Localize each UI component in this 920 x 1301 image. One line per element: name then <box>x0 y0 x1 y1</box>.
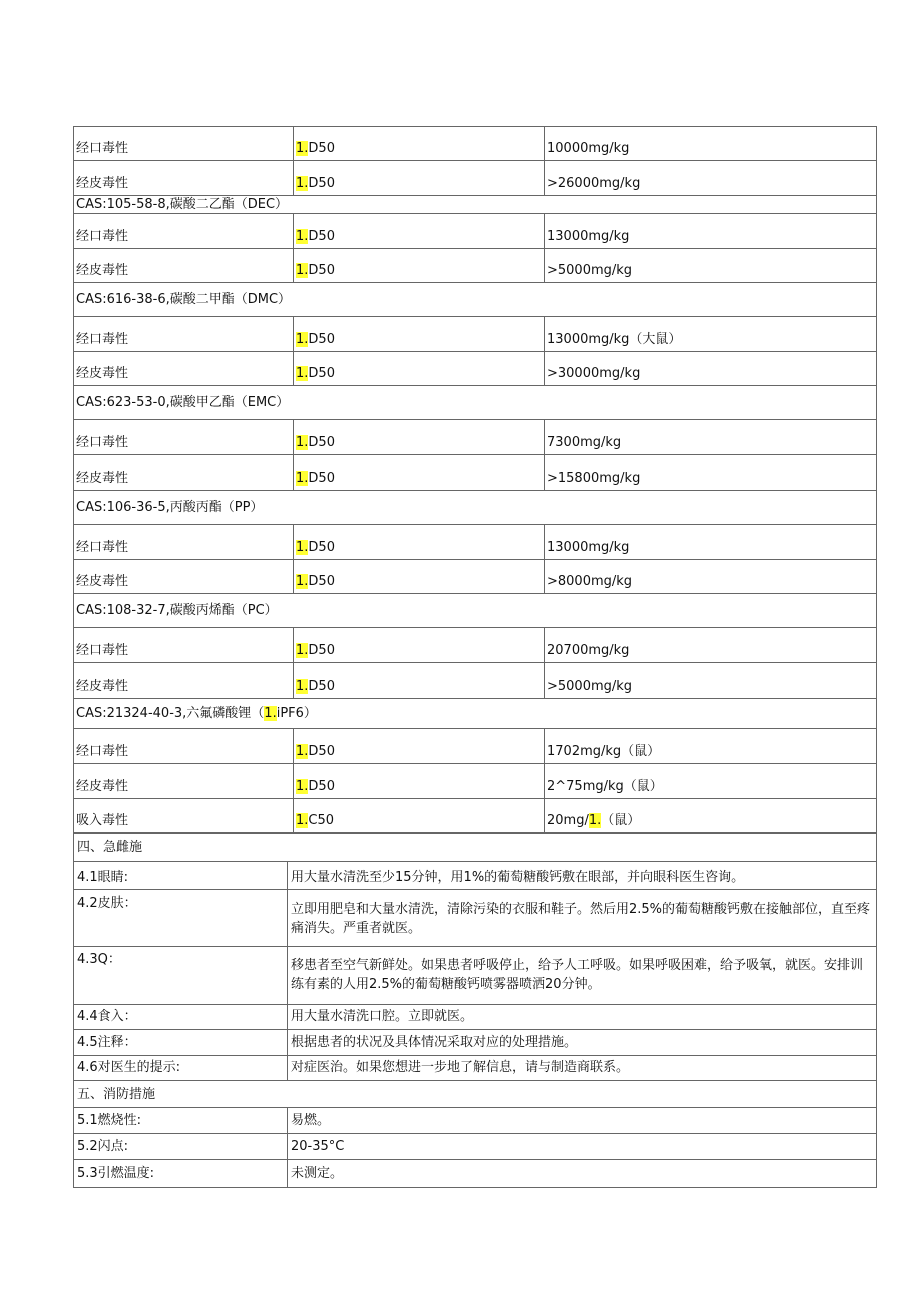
test-type <box>294 799 545 833</box>
highlight-mark: 1. <box>296 679 309 694</box>
fire-row <box>74 1108 877 1134</box>
test-type <box>294 628 545 663</box>
exposure-route: 经皮毒性 <box>74 764 294 799</box>
toxicity-value: >26000mg/kg <box>545 161 877 196</box>
test-code: D50 <box>308 176 335 191</box>
highlight-mark: 1. <box>296 263 309 278</box>
highlight-mark: 1. <box>296 229 309 244</box>
first-aid-label: 4.1眼睛: <box>74 862 288 890</box>
highlight-mark: 1. <box>296 176 309 191</box>
substance-header-row <box>74 283 877 317</box>
first-aid-row <box>74 1005 877 1030</box>
first-aid-label: 4.6对医生的提示: <box>74 1056 288 1081</box>
exposure-route: 经口毒性 <box>74 420 294 455</box>
toxicity-row <box>74 525 877 560</box>
toxicity-value: 20700mg/kg <box>545 628 877 663</box>
toxicity-row <box>74 663 877 699</box>
exposure-route: 经皮毒性 <box>74 455 294 491</box>
toxicity-value: 7300mg/kg <box>545 420 877 455</box>
toxicity-value: >5000mg/kg <box>545 663 877 699</box>
value-suffix: （鼠） <box>601 813 641 828</box>
highlight-mark: 1. <box>296 332 309 347</box>
toxicity-row <box>74 764 877 799</box>
exposure-route: 经皮毒性 <box>74 663 294 699</box>
substance-header-row <box>74 196 877 214</box>
test-code: D50 <box>308 229 335 244</box>
fire-text: 易燃。 <box>288 1108 877 1134</box>
test-code: D50 <box>308 779 335 794</box>
header-suffix: iPF6） <box>276 706 317 721</box>
highlight-mark: 1. <box>264 706 277 721</box>
section-fire-header <box>74 1081 877 1108</box>
substance-header-row <box>74 594 877 628</box>
highlight-mark: 1. <box>296 643 309 658</box>
first-aid-fire-table <box>73 833 877 1188</box>
exposure-route: 经口毒性 <box>74 729 294 764</box>
highlight-mark: 1. <box>296 574 309 589</box>
substance-header: CAS:623-53-0,碳酸甲乙酯（EMC） <box>74 386 877 420</box>
toxicity-value: >5000mg/kg <box>545 249 877 283</box>
test-code: D50 <box>308 435 335 450</box>
highlight-mark: 1. <box>588 813 602 828</box>
highlight-mark: 1. <box>296 779 309 794</box>
substance-header-row <box>74 386 877 420</box>
first-aid-row <box>74 1030 877 1056</box>
toxicity-row <box>74 127 877 161</box>
test-code: D50 <box>308 574 335 589</box>
highlight-mark: 1. <box>296 471 309 486</box>
test-type <box>294 729 545 764</box>
exposure-route: 经口毒性 <box>74 127 294 161</box>
test-type <box>294 525 545 560</box>
first-aid-text: 对症医治。如果您想进一步地了解信息，请与制造商联系。 <box>288 1056 877 1081</box>
test-type <box>294 764 545 799</box>
fire-label: 5.2闪点: <box>74 1134 288 1160</box>
test-type <box>294 249 545 283</box>
highlight-mark: 1. <box>296 141 309 156</box>
toxicity-row <box>74 560 877 594</box>
test-type <box>294 214 545 249</box>
toxicity-row <box>74 214 877 249</box>
test-code: C50 <box>308 813 335 828</box>
first-aid-label: 4.2皮肤： <box>74 890 288 947</box>
test-code: D50 <box>308 744 335 759</box>
test-type <box>294 420 545 455</box>
toxicity-value <box>545 799 877 833</box>
first-aid-row <box>74 862 877 890</box>
exposure-route: 经皮毒性 <box>74 352 294 386</box>
test-type <box>294 161 545 196</box>
fire-label: 5.1燃烧性: <box>74 1108 288 1134</box>
substance-header-row <box>74 699 877 729</box>
highlight-mark: 1. <box>296 813 309 828</box>
test-type <box>294 317 545 352</box>
fire-label: 5.3引燃温度: <box>74 1160 288 1188</box>
first-aid-label: 4.4食入： <box>74 1005 288 1030</box>
exposure-route: 经皮毒性 <box>74 249 294 283</box>
test-type <box>294 663 545 699</box>
exposure-route: 经口毒性 <box>74 525 294 560</box>
exposure-route: 经口毒性 <box>74 317 294 352</box>
section-title: 五、消防措施 <box>74 1081 877 1108</box>
toxicity-value: 13000mg/kg（大鼠） <box>545 317 877 352</box>
toxicity-row <box>74 249 877 283</box>
fire-row <box>74 1134 877 1160</box>
first-aid-row <box>74 1056 877 1081</box>
highlight-mark: 1. <box>296 366 309 381</box>
toxicity-row <box>74 161 877 196</box>
toxicity-row <box>74 352 877 386</box>
highlight-mark: 1. <box>296 744 309 759</box>
toxicity-row <box>74 317 877 352</box>
test-code: D50 <box>308 540 335 555</box>
exposure-route: 吸入毒性 <box>74 799 294 833</box>
value-prefix: 20mg/ <box>547 813 589 828</box>
toxicity-value: 13000mg/kg <box>545 214 877 249</box>
test-type <box>294 560 545 594</box>
highlight-mark: 1. <box>296 435 309 450</box>
first-aid-row <box>74 890 877 947</box>
toxicity-value: 10000mg/kg <box>545 127 877 161</box>
toxicity-value: 1702mg/kg（鼠） <box>545 729 877 764</box>
substance-header: CAS:106-36-5,丙酸丙酯（PP） <box>74 491 877 525</box>
test-type <box>294 455 545 491</box>
toxicity-row <box>74 455 877 491</box>
toxicity-value: >30000mg/kg <box>545 352 877 386</box>
fire-text: 未测定。 <box>288 1160 877 1188</box>
toxicity-value: >8000mg/kg <box>545 560 877 594</box>
highlight-mark: 1. <box>296 540 309 555</box>
toxicity-row <box>74 628 877 663</box>
fire-text: 20-35°C <box>288 1134 877 1160</box>
test-code: D50 <box>308 471 335 486</box>
first-aid-label: 4.5注释： <box>74 1030 288 1056</box>
first-aid-text: 移患者至空气新鲜处。如果患者呼吸停止，给予人工呼吸。如果呼吸困难，给予吸氧，就医。安排训练有素的人用2.5%的葡萄糖酸钙喷雾器喷洒20分钟。 <box>288 947 877 1005</box>
test-code: D50 <box>308 366 335 381</box>
toxicity-value: 13000mg/kg <box>545 525 877 560</box>
first-aid-text: 根据患者的状况及具体情况采取对应的处理措施。 <box>288 1030 877 1056</box>
first-aid-text: 用大量水清洗至少15分钟，用1%的葡萄糖酸钙敷在眼部，并向眼科医生咨询。 <box>288 862 877 890</box>
substance-header: CAS:105-58-8,碳酸二乙酯（DEC） <box>74 196 877 214</box>
exposure-route: 经皮毒性 <box>74 560 294 594</box>
exposure-route: 经皮毒性 <box>74 161 294 196</box>
first-aid-text: 用大量水清洗口腔。立即就医。 <box>288 1005 877 1030</box>
test-code: D50 <box>308 332 335 347</box>
first-aid-row <box>74 947 877 1005</box>
test-type <box>294 352 545 386</box>
test-code: D50 <box>308 263 335 278</box>
test-code: D50 <box>308 679 335 694</box>
substance-header-row <box>74 491 877 525</box>
fire-row <box>74 1160 877 1188</box>
exposure-route: 经口毒性 <box>74 628 294 663</box>
substance-header: CAS:108-32-7,碳酸丙烯酯（PC） <box>74 594 877 628</box>
substance-header: CAS:616-38-6,碳酸二甲酯（DMC） <box>74 283 877 317</box>
toxicity-value: >15800mg/kg <box>545 455 877 491</box>
first-aid-label: 4.3Q： <box>74 947 288 1005</box>
test-type <box>294 127 545 161</box>
toxicity-value: 2^75mg/kg（鼠） <box>545 764 877 799</box>
toxicity-row <box>74 799 877 833</box>
test-code: D50 <box>308 141 335 156</box>
exposure-route: 经口毒性 <box>74 214 294 249</box>
toxicity-row <box>74 729 877 764</box>
toxicity-row <box>74 420 877 455</box>
header-prefix: CAS:21324-40-3,六氟磷酸锂（ <box>76 706 265 721</box>
first-aid-text: 立即用肥皂和大量水清洗，清除污染的衣服和鞋子。然后用2.5%的葡萄糖酸钙敷在接触部位，直至疼痛消失。严重者就医。 <box>288 890 877 947</box>
toxicity-table <box>73 126 877 833</box>
substance-header <box>74 699 877 729</box>
section-title: 四、急雌施 <box>74 834 877 862</box>
section-first-aid-header <box>74 834 877 862</box>
test-code: D50 <box>308 643 335 658</box>
sds-sheet <box>73 126 876 1188</box>
